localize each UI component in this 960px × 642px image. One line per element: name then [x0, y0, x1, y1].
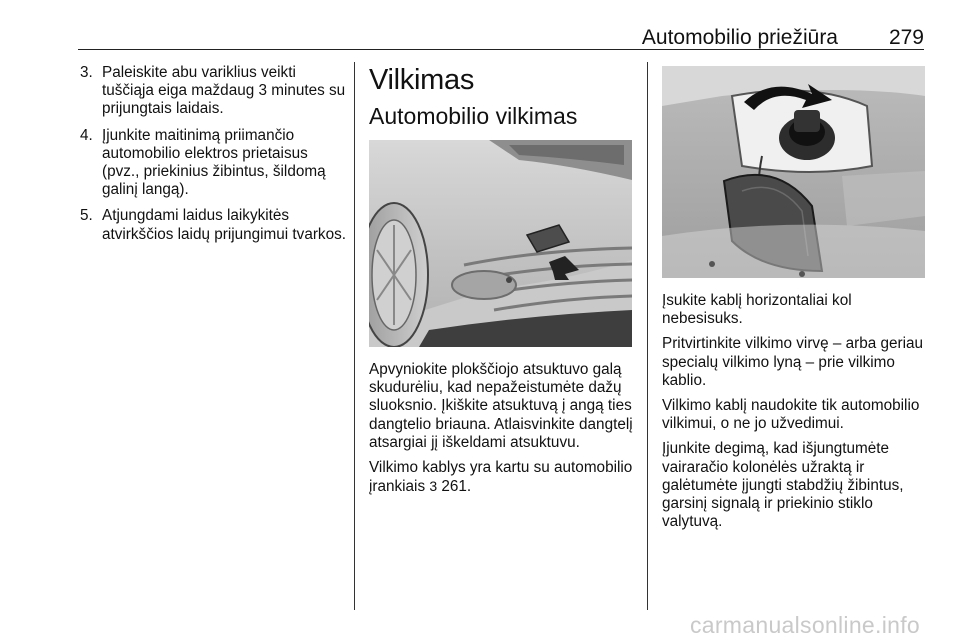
- step-number: 5.: [80, 207, 93, 225]
- bumper-cover-illustration: [369, 140, 632, 347]
- column-right-text: [662, 292, 924, 538]
- column-left: [78, 64, 346, 252]
- page-reference-icon: 3: [429, 478, 438, 495]
- list-item: [78, 64, 346, 119]
- instruction-paragraph: Apvyniokite plokščiojo atsuktuvo galą skudurėliu, kad nepažeistumėte dažų sluoksnio. Įkiškite atsuktuvą į angą ties dangtelio briauna. Atlaisvinkite dangtelį atsargiai jį iškeldami atsuktuvu.: [369, 361, 633, 451]
- page-header: [78, 26, 924, 48]
- towing-eye-illustration: [662, 66, 925, 278]
- page-reference-link[interactable]: 261.: [441, 478, 472, 496]
- step-text: Įjunkite maitinimą priimančio automobilio elektros prietaisus (pvz., priekinius žibintus, šildomą galinį langą).: [102, 126, 326, 199]
- watermark: carmanualsonline.info: [689, 612, 920, 638]
- section-title: Vilkimas: [369, 64, 475, 96]
- step-text: Atjungdami laidus laikykitės atvirkščios laidų prijungimui tvarkos.: [102, 207, 346, 243]
- instruction-paragraph: Pritvirtinkite vilkimo virvę – arba geriau specialų vilkimo lyną – prie vilkimo kablio.: [662, 335, 923, 389]
- instruction-paragraph: Vilkimo kablį naudokite tik automobilio vilkimui, o ne jo užvedimui.: [662, 397, 920, 433]
- column-middle: [369, 64, 637, 130]
- header-divider: [78, 49, 924, 50]
- chapter-title: Automobilio priežiūra: [641, 26, 838, 49]
- column-divider-left: [354, 62, 355, 610]
- list-item: [78, 207, 346, 243]
- list-item: [78, 127, 346, 200]
- instruction-paragraph: Įsukite kablį horizontaliai kol nebesisuks.: [662, 292, 852, 328]
- step-number: 3.: [80, 64, 93, 81]
- page-number: 279: [888, 26, 924, 49]
- reference-paragraph: [369, 459, 637, 496]
- column-middle-text: [369, 361, 637, 503]
- step-text: Paleiskite abu variklius veikti tuščiąja eiga maždaug 3 minutes su prijungtais laidais.: [102, 64, 346, 118]
- reference-text: Vilkimo kablys yra kartu su automobilio įrankiais: [369, 459, 633, 496]
- column-divider-right: [647, 62, 648, 610]
- step-number: 4.: [80, 126, 93, 144]
- steps-list: [78, 64, 346, 244]
- subsection-title: Automobilio vilkimas: [369, 103, 578, 129]
- instruction-paragraph: Įjunkite degimą, kad išjungtumėte vairaračio kolonėlės užraktą ir galėtumėte įjungti stabdžių žibintus, garsinį signalą ir priekinio stiklo valytuvą.: [662, 440, 904, 531]
